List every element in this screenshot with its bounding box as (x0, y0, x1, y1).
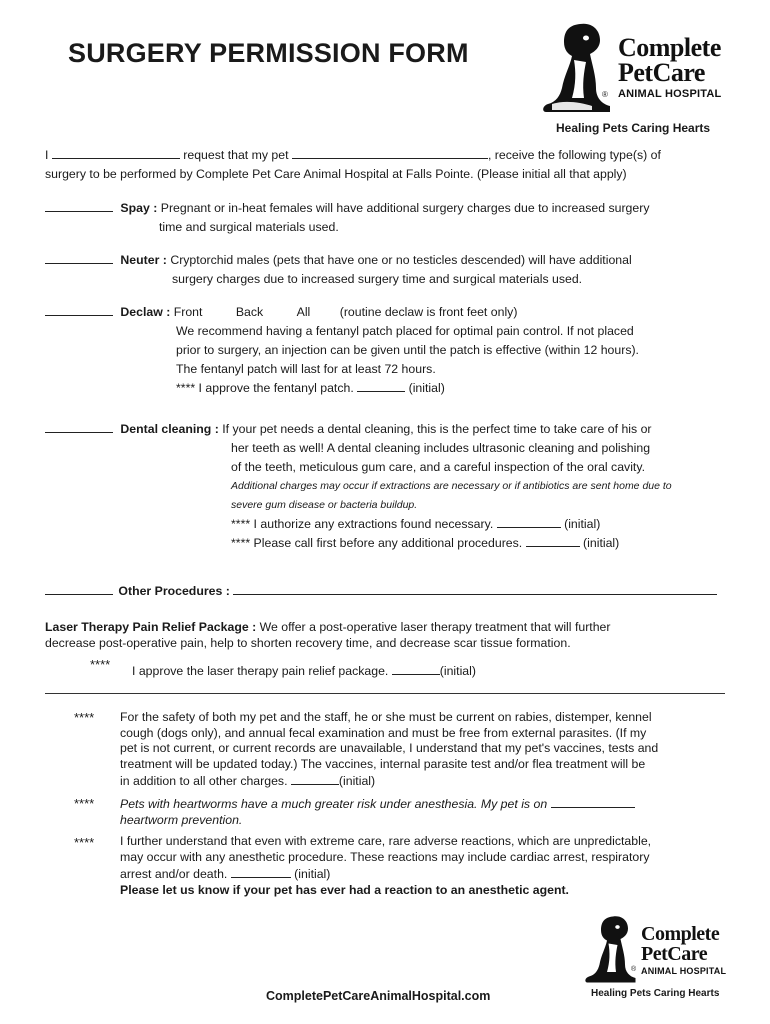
note1-line2: cough (dogs only), and annual fecal examination and must be free from external parasites. (If my (120, 725, 647, 740)
dental-italic-2: severe gum disease or bacteria buildup. (231, 499, 418, 511)
declaw-label: Declaw : (120, 305, 171, 319)
logo-line2: PetCare (618, 58, 705, 87)
laser-text-2: decrease post-operative pain, help to shorten recovery time, and decrease scar tissue formation. (45, 636, 571, 650)
footer-logo (583, 912, 743, 990)
other-procedures-label: Other Procedures : (118, 584, 230, 598)
laser-text-1: We offer a post-operative laser therapy treatment that will further (259, 620, 611, 634)
dental-label: Dental cleaning : (120, 422, 219, 436)
declaw-option-front[interactable]: Front (173, 305, 203, 319)
dental-initial-field[interactable] (45, 420, 113, 433)
extractions-authorize-text: **** I authorize any extractions found necessary. (231, 517, 494, 531)
call-first-text: **** Please call first before any additional procedures. (231, 536, 523, 550)
website-link[interactable]: CompletePetCareAnimalHospital.com (266, 989, 491, 1003)
intro-text-3: , receive the following type(s) of (487, 148, 661, 162)
note3-line3: arrest and/or death. (120, 867, 228, 881)
neuter-initial-field[interactable] (45, 251, 113, 264)
dog-silhouette-icon (540, 20, 620, 120)
other-procedures-section (45, 582, 735, 601)
note1-line1: For the safety of both my pet and the staff, he or she must be current on rabies, distemper, kennel (120, 710, 652, 724)
dental-text-3: of the teeth, meticulous gum care, and a careful inspection of the oral cavity. (231, 460, 645, 474)
laser-approve-row (132, 662, 476, 681)
declaw-initial-field[interactable] (45, 303, 113, 316)
spay-initial-field[interactable] (45, 199, 113, 212)
note3 (120, 834, 730, 898)
call-first-initial-label: (initial) (583, 536, 620, 550)
neuter-text-2: surgery charges due to increased surgery time and surgical materials used. (172, 272, 583, 286)
spay-text-1: Pregnant or in-heat females will have additional surgery charges due to increased surgery (160, 201, 650, 215)
tagline: Healing Pets Caring Hearts (556, 121, 711, 135)
other-initial-field[interactable] (45, 582, 113, 595)
pet-name-field[interactable] (292, 146, 488, 159)
dental-text-2: her teeth as well! A dental cleaning includes ultrasonic cleaning and polishing (231, 441, 651, 455)
laser-initial-label: (initial) (439, 664, 476, 678)
note1-stars: **** (74, 710, 95, 725)
fentanyl-approve-text: **** I approve the fentanyl patch. (176, 381, 354, 395)
spay-text-2: time and surgical materials used. (159, 220, 339, 234)
footer-logo-line1: Complete (641, 923, 720, 945)
note1-line4: treatment will be updated today.) The vaccines, internal parasite test and/or flea treatment will be (120, 756, 646, 771)
intro-text-4: surgery to be performed by Complete Pet Care Animal Hospital at Falls Pointe. (Please initial all that apply) (45, 167, 627, 181)
logo-line3: ANIMAL HOSPITAL (618, 88, 722, 100)
note2-line1: Pets with heartworms have a much greater risk under anesthesia. My pet is on (120, 797, 548, 811)
note1-line5: in addition to all other charges. (120, 774, 288, 788)
note1-line3: pet is not current, or current records are unavailable, I understand that my pet's vaccines, tests and (120, 741, 659, 755)
declaw-option-all[interactable]: All (296, 305, 311, 319)
anesthesia-initial-field[interactable] (231, 865, 291, 878)
hospital-logo (540, 20, 740, 120)
intro-text-2: request that my pet (183, 148, 289, 162)
laser-label: Laser Therapy Pain Relief Package : (45, 620, 257, 634)
vaccines-initial-label: (initial) (338, 774, 376, 788)
footer-tagline: Healing Pets Caring Hearts (591, 988, 720, 999)
declaw-section (45, 303, 735, 398)
footer-logo-line3: ANIMAL HOSPITAL (641, 966, 727, 976)
neuter-label: Neuter : (120, 253, 167, 267)
other-procedures-field[interactable] (233, 582, 717, 595)
note2 (120, 795, 730, 828)
spay-label: Spay : (120, 201, 158, 215)
fentanyl-initial-field[interactable] (357, 379, 405, 392)
neuter-text-1: Cryptorchid males (pets that have one or no testicles descended) will have additional (170, 253, 632, 267)
registered-mark: ® (602, 90, 608, 99)
logo-line1: Complete (618, 33, 721, 62)
call-first-initial-field[interactable] (526, 534, 580, 547)
note2-line2: heartworm prevention. (120, 812, 243, 827)
dental-text-1: If your pet needs a dental cleaning, this is the perfect time to take care of his or (222, 422, 652, 436)
form-title: SURGERY PERMISSION FORM (68, 38, 469, 68)
declaw-text-2: prior to surgery, an injection can be given until the patch is effective (within 12 hours). (176, 343, 639, 357)
note3-stars: **** (74, 835, 95, 850)
neuter-section (45, 251, 735, 289)
owner-name-field[interactable] (52, 146, 180, 159)
vaccines-initial-field[interactable] (291, 772, 339, 785)
note2-stars: **** (74, 796, 95, 811)
laser-stars: **** (90, 657, 111, 672)
footer-registered-mark: ® (631, 966, 637, 973)
dog-silhouette-icon (583, 912, 643, 990)
note1 (120, 710, 730, 790)
laser-initial-field[interactable] (392, 662, 440, 675)
declaw-note: (routine declaw is front feet only) (339, 305, 518, 319)
extractions-initial-field[interactable] (497, 515, 561, 528)
declaw-option-back[interactable]: Back (235, 305, 264, 319)
intro-paragraph (45, 146, 735, 184)
declaw-text-1: We recommend having a fentanyl patch placed for optimal pain control. If not placed (176, 324, 634, 338)
laser-section (45, 619, 735, 651)
declaw-text-3: The fentanyl patch will last for at least 72 hours. (176, 362, 436, 376)
note3-line1: I further understand that even with extreme care, rare adverse reactions, which are unpredictable, (120, 834, 652, 848)
heartworm-prevention-field[interactable] (551, 795, 635, 808)
extractions-initial-label: (initial) (564, 517, 601, 531)
footer-logo-line2: PetCare (641, 943, 708, 965)
section-divider (45, 693, 725, 694)
fentanyl-initial-label: (initial) (408, 381, 445, 395)
laser-approve-text: I approve the laser therapy pain relief package. (132, 664, 389, 678)
intro-text-1: I (45, 148, 49, 162)
anesthetic-reaction-notice: Please let us know if your pet has ever had a reaction to an anesthetic agent. (120, 882, 569, 897)
spay-section (45, 199, 735, 237)
note3-line2: may occur with any anesthetic procedure. These reactions may include cardiac arrest, respiratory (120, 849, 650, 864)
dental-section (45, 420, 735, 553)
dental-italic-1: Additional charges may occur if extractions are necessary or if antibiotics are sent home due to (231, 480, 672, 492)
anesthesia-initial-label: (initial) (294, 867, 331, 881)
